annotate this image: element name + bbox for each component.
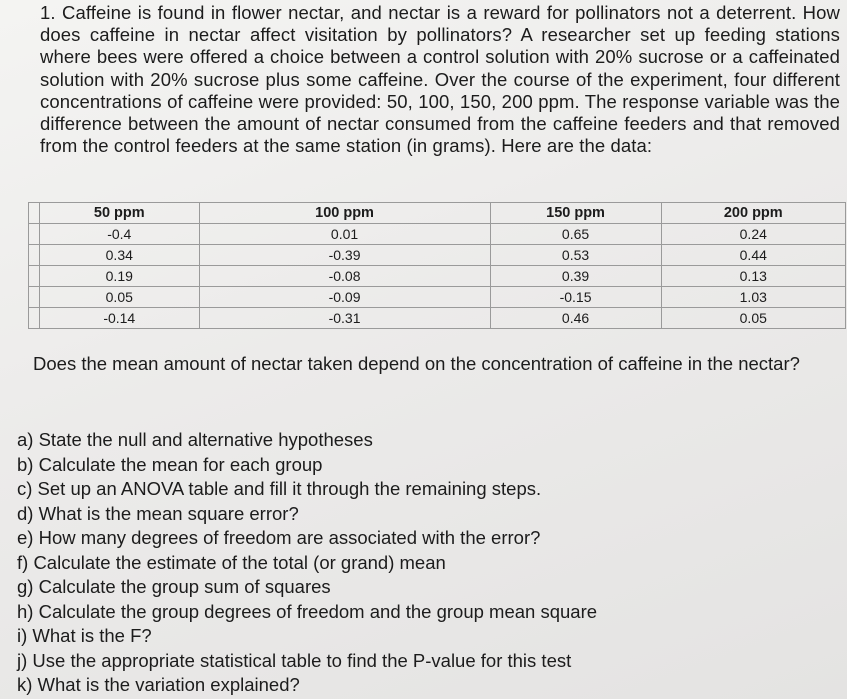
table-cell: 0.19	[40, 266, 200, 287]
table-header-150ppm: 150 ppm	[490, 203, 661, 224]
table-header-row	[29, 203, 846, 224]
question-part-i: i) What is the F?	[17, 625, 152, 646]
table-cell: -0.31	[199, 308, 490, 329]
table-blank-cell	[29, 266, 40, 287]
question-part-c: c) Set up an ANOVA table and fill it through the remaining steps.	[17, 478, 542, 499]
question-part-e: e) How many degrees of freedom are associated with the error?	[17, 527, 541, 548]
table-blank-cell	[29, 224, 40, 245]
question-part-j: j) Use the appropriate statistical table to find the P-value for this test	[17, 649, 572, 671]
data-table	[28, 202, 846, 329]
table-cell: 0.24	[661, 224, 845, 245]
table-cell: 0.44	[661, 245, 845, 266]
table-cell: 0.13	[661, 266, 845, 287]
table-row	[29, 245, 846, 266]
question-parts-list	[17, 428, 597, 698]
table-header-200ppm: 200 ppm	[661, 203, 845, 224]
question-part-b: b) Calculate the mean for each group	[17, 453, 323, 475]
question-part-f: f) Calculate the estimate of the total (or grand) mean	[17, 551, 446, 573]
table-cell: 1.03	[661, 287, 845, 308]
table-cell: -0.08	[199, 266, 490, 287]
table-cell: -0.15	[490, 287, 661, 308]
question-part-k: k) What is the variation explained?	[17, 674, 300, 695]
table-cell: -0.14	[40, 308, 200, 329]
table-cell: 0.05	[40, 287, 200, 308]
table-cell: -0.4	[40, 224, 200, 245]
table-cell: 0.39	[490, 266, 661, 287]
table-blank-cell	[29, 245, 40, 266]
question-part-a: a) State the null and alternative hypotheses	[17, 429, 373, 450]
problem-statement: 1. Caffeine is found in flower nectar, and nectar is a reward for pollinators not a deterrent. How does caffeine in nectar affect visitation by pollinators? A researcher set up feeding stations where bees were offered a choice between a control solution with 20% sucrose or a caffeinated solution with 20% sucrose plus some caffeine. Over the course of the experiment, four different concentrations of caffeine were provided: 50, 100, 150, 200 ppm. The response variable was the difference between the amount of nectar consumed from the caffeine feeders and that removed from the control feeders at the same station (in grams). Here are the data:	[40, 2, 840, 157]
table-header-100ppm: 100 ppm	[199, 203, 490, 224]
table-cell: 0.05	[661, 308, 845, 329]
question-part-g: g) Calculate the group sum of squares	[17, 576, 331, 597]
table-blank-cell	[29, 308, 40, 329]
table-row	[29, 308, 846, 329]
table-blank-cell	[29, 287, 40, 308]
question-part-h: h) Calculate the group degrees of freedom and the group mean square	[17, 600, 598, 622]
table-cell: 0.65	[490, 224, 661, 245]
table-cell: 0.46	[490, 308, 661, 329]
table-cell: -0.39	[199, 245, 490, 266]
table-row	[29, 224, 846, 245]
question-part-d: d) What is the mean square error?	[17, 502, 299, 524]
main-question: Does the mean amount of nectar taken depend on the concentration of caffeine in the nectar?	[33, 353, 800, 374]
table-row	[29, 266, 846, 287]
table-header-50ppm: 50 ppm	[40, 203, 200, 224]
table-cell: 0.53	[490, 245, 661, 266]
table-cell: 0.01	[199, 224, 490, 245]
table-blank-cell	[29, 203, 40, 224]
table-cell: 0.34	[40, 245, 200, 266]
table-row	[29, 287, 846, 308]
table-cell: -0.09	[199, 287, 490, 308]
